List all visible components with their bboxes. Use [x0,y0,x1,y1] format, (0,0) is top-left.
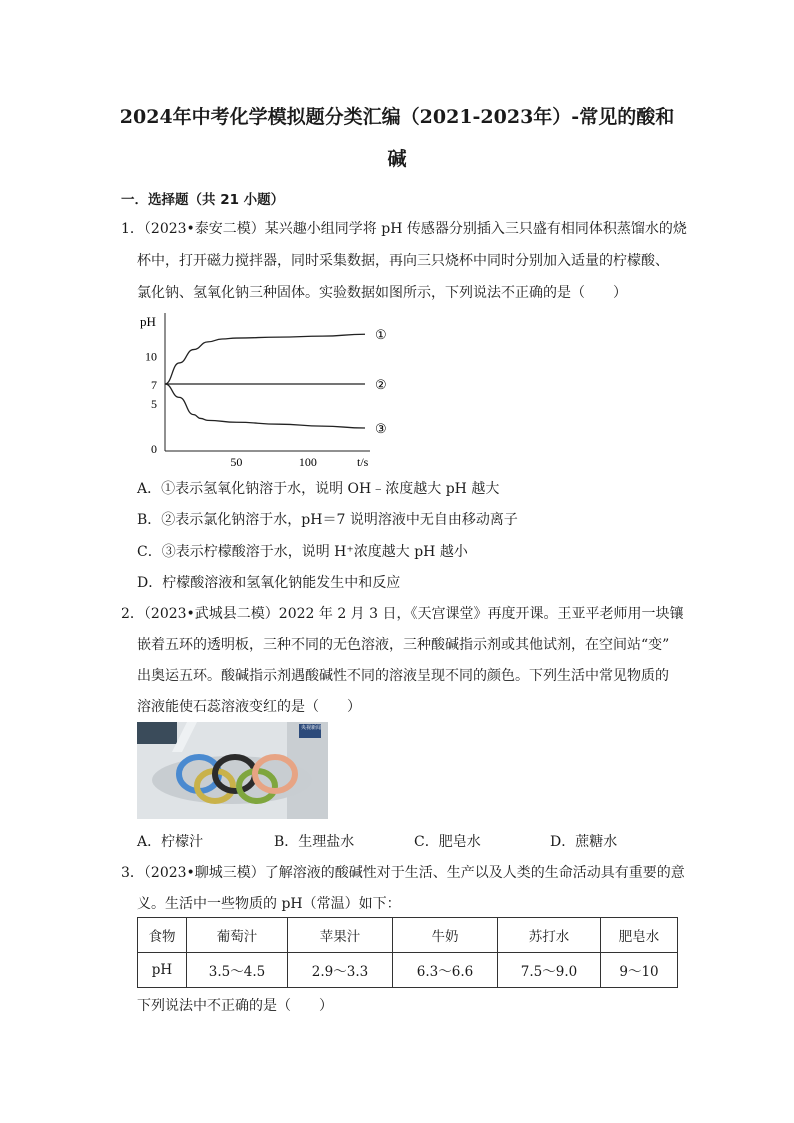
q3-after: 下列说法中不正确的是（ ） [137,998,333,1014]
q1-option-b[interactable]: B．②表示氯化钠溶于水，pH＝7 说明溶液中无自由移动离子 [137,512,518,528]
q3-line1: 3．（2023•聊城三模）了解溶液的酸碱性对于生活、生产以及人类的生命活动具有重要的意 [121,865,685,881]
q1-line2: 杯中，打开磁力搅拌器，同时采集数据，再向三只烧杯中同时分别加入适量的柠檬酸、 [137,253,669,269]
x-axis-label: t/s [357,455,369,468]
page-title-line1: 2024年中考化学模拟题分类汇编（2021-2023年）-常见的酸和 [119,106,675,128]
q2-options [137,831,687,851]
series-line-3 [165,384,365,428]
table-cell: 牛奶 [393,918,498,953]
table-row [138,953,678,988]
table-cell: 食物 [138,918,187,953]
q2-line4: 溶液能使石蕊溶液变红的是（ ） [137,699,361,715]
table-cell: 肥皂水 [601,918,678,953]
section-heading: 一．选择题（共 21 小题） [121,192,285,208]
photo-logo-text: 央视新闻 [300,725,321,731]
y-tick-label: 5 [151,397,157,412]
table-cell: 6.3～6.6 [393,953,498,988]
y-tick-label: 7 [151,378,157,392]
q1-option-c[interactable]: C．③表示柠檬酸溶于水，说明 H⁺浓度越大 pH 越小 [137,544,468,560]
series-label-1: ① [375,327,387,343]
y-axis-label: pH [140,314,156,329]
table-cell: 7.5～9.0 [498,953,601,988]
y-tick-label: 0 [151,442,157,456]
y-tick-label: 10 [145,349,157,364]
page-title-line2: 碱 [387,148,407,170]
q2-line2: 嵌着五环的透明板，三种不同的无色溶液，三种酸碱指示剂或其他试剂，在空间站“变” [137,637,670,653]
series-label-2: ② [375,377,387,392]
q2-option-a[interactable]: A．柠檬汁 [137,834,204,850]
table-cell: 苹果汁 [288,918,393,953]
x-tick-label: 100 [298,455,317,468]
table-cell: 葡萄汁 [187,918,288,953]
q2-line3: 出奥运五环。酸碱指示剂遇酸碱性不同的溶液呈现不同的颜色。下列生活中常见物质的 [137,668,669,684]
table-cell: 9～10 [601,953,678,988]
table-cell: 苏打水 [498,918,601,953]
q1-option-d[interactable]: D．柠檬酸溶液和氢氧化钠能发生中和反应 [137,575,401,591]
ph-table [137,917,678,988]
q2-option-b[interactable]: B．生理盐水 [274,834,355,850]
q2-option-c[interactable]: C．肥皂水 [414,834,481,850]
q2-line1: 2．（2023•武城县二模）2022 年 2 月 3 日，《天宫课堂》再度开课。王亚平老师用一块镶 [121,606,684,622]
q1-option-a[interactable]: A．①表示氢氧化钠溶于水，说明 OH﹣浓度越大 pH 越大 [137,481,500,497]
table-header-row [138,918,678,953]
table-cell: 2.9～3.3 [288,953,393,988]
table-cell: 3.5～4.5 [187,953,288,988]
q3-line2: 义。生活中一些物质的 pH（常温）如下： [137,896,401,912]
olympic-rings-photo [137,722,328,819]
table-cell: pH [138,953,187,988]
x-tick-label: 50 [230,455,243,468]
series-label-3: ③ [375,421,387,437]
ph-chart [130,308,390,468]
q2-option-d[interactable]: D．蔗糖水 [550,834,618,850]
q1-line3: 氯化钠、氢氧化钠三种固体。实验数据如图所示，下列说法不正确的是（ ） [137,285,627,301]
series-line-1 [165,334,365,384]
q1-line1: 1．（2023•泰安二模）某兴趣小组同学将 pH 传感器分别插入三只盛有相同体积蒸馏水的烧 [121,221,687,237]
